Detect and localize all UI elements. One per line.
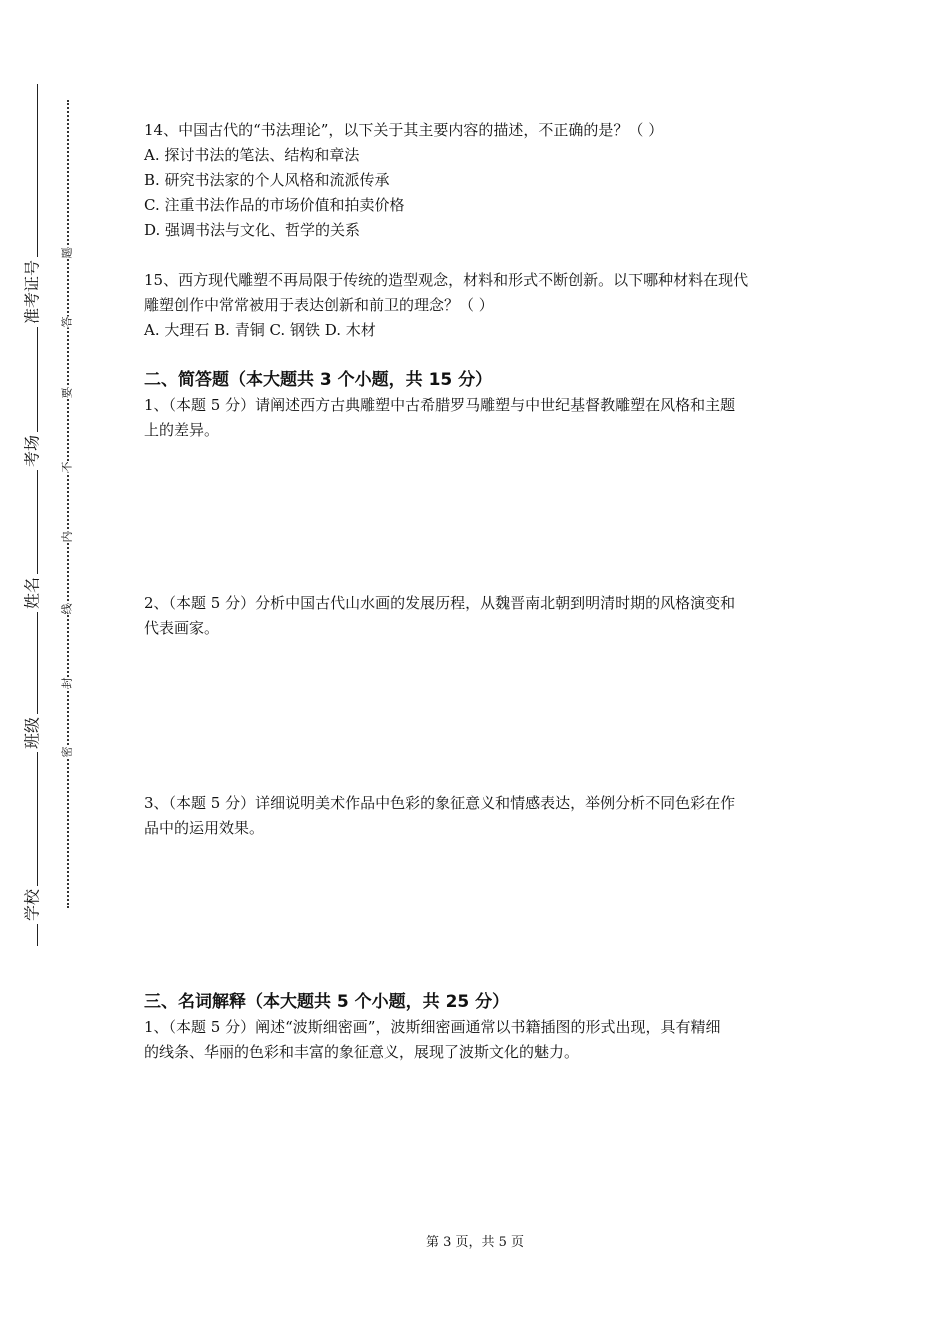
section-term-explanation (144, 990, 814, 1065)
question-stem: 14、中国古代的“书法理论”，以下关于其主要内容的描述，不正确的是？（ ） (144, 121, 664, 139)
seal-char: 不 (60, 461, 74, 473)
seal-char: 题 (60, 247, 74, 259)
page-number: 第 3 页，共 5 页 (425, 1235, 525, 1250)
question-text: 1、（本题 5 分）阐述“波斯细密画”，波斯细密画通常以书籍插图的形式出现，具有精细 (144, 1018, 721, 1036)
option-a: A. 探讨书法的笔法、结构和章法 (144, 146, 360, 164)
seal-char: 要 (60, 387, 74, 399)
short-answer-2 (144, 591, 814, 641)
short-answer-3 (144, 791, 814, 841)
options-row: A. 大理石 B. 青铜 C. 钢铁 D. 木材 (144, 321, 376, 339)
section-heading: 二、简答题（本大题共 3 个小题，共 15 分） (144, 370, 493, 390)
question-text: 3、（本题 5 分）详细说明美术作品中色彩的象征意义和情感表达，举例分析不同色彩在作 (144, 794, 736, 812)
seal-char: 内 (60, 531, 74, 543)
field-school: 学校 (20, 886, 43, 924)
section-heading: 三、名词解释（本大题共 5 个小题，共 25 分） (144, 992, 510, 1012)
field-exam-room: 考场 (20, 432, 43, 470)
option-d: D. 强调书法与文化、哲学的关系 (144, 221, 361, 239)
question-stem: 雕塑创作中常常被用于表达创新和前卫的理念？（ ） (144, 296, 494, 314)
question-15 (144, 268, 814, 343)
section-short-answer (144, 368, 814, 443)
question-text: 代表画家。 (144, 619, 220, 637)
question-stem: 15、西方现代雕塑不再局限于传统的造型观念，材料和形式不断创新。以下哪种材料在现代 (144, 271, 749, 289)
seal-char: 封 (60, 677, 74, 689)
seal-char: 密 (60, 746, 74, 758)
question-text: 上的差异。 (144, 421, 220, 439)
option-b: B. 研究书法家的个人风格和流派传承 (144, 171, 390, 189)
binding-margin (0, 0, 110, 1344)
question-text: 1、（本题 5 分）请阐述西方古典雕塑中古希腊罗马雕塑与中世纪基督教雕塑在风格和主题 (144, 396, 736, 414)
option-c: C. 注重书法作品的市场价值和拍卖价格 (144, 196, 405, 214)
seal-char: 答 (60, 316, 74, 328)
binding-solid-line (37, 84, 38, 946)
question-text: 2、（本题 5 分）分析中国古代山水画的发展历程，从魏晋南北朝到明清时期的风格演变和 (144, 594, 736, 612)
field-admission-number: 准考证号 (20, 257, 43, 327)
question-text: 品中的运用效果。 (144, 819, 265, 837)
question-text: 的线条、华丽的色彩和丰富的象征意义，展现了波斯文化的魅力。 (144, 1043, 580, 1061)
field-name: 姓名 (20, 574, 43, 612)
question-14 (144, 118, 814, 243)
seal-char: 线 (60, 603, 74, 615)
field-class: 班级 (20, 714, 43, 752)
seal-dotted-line (67, 100, 69, 908)
